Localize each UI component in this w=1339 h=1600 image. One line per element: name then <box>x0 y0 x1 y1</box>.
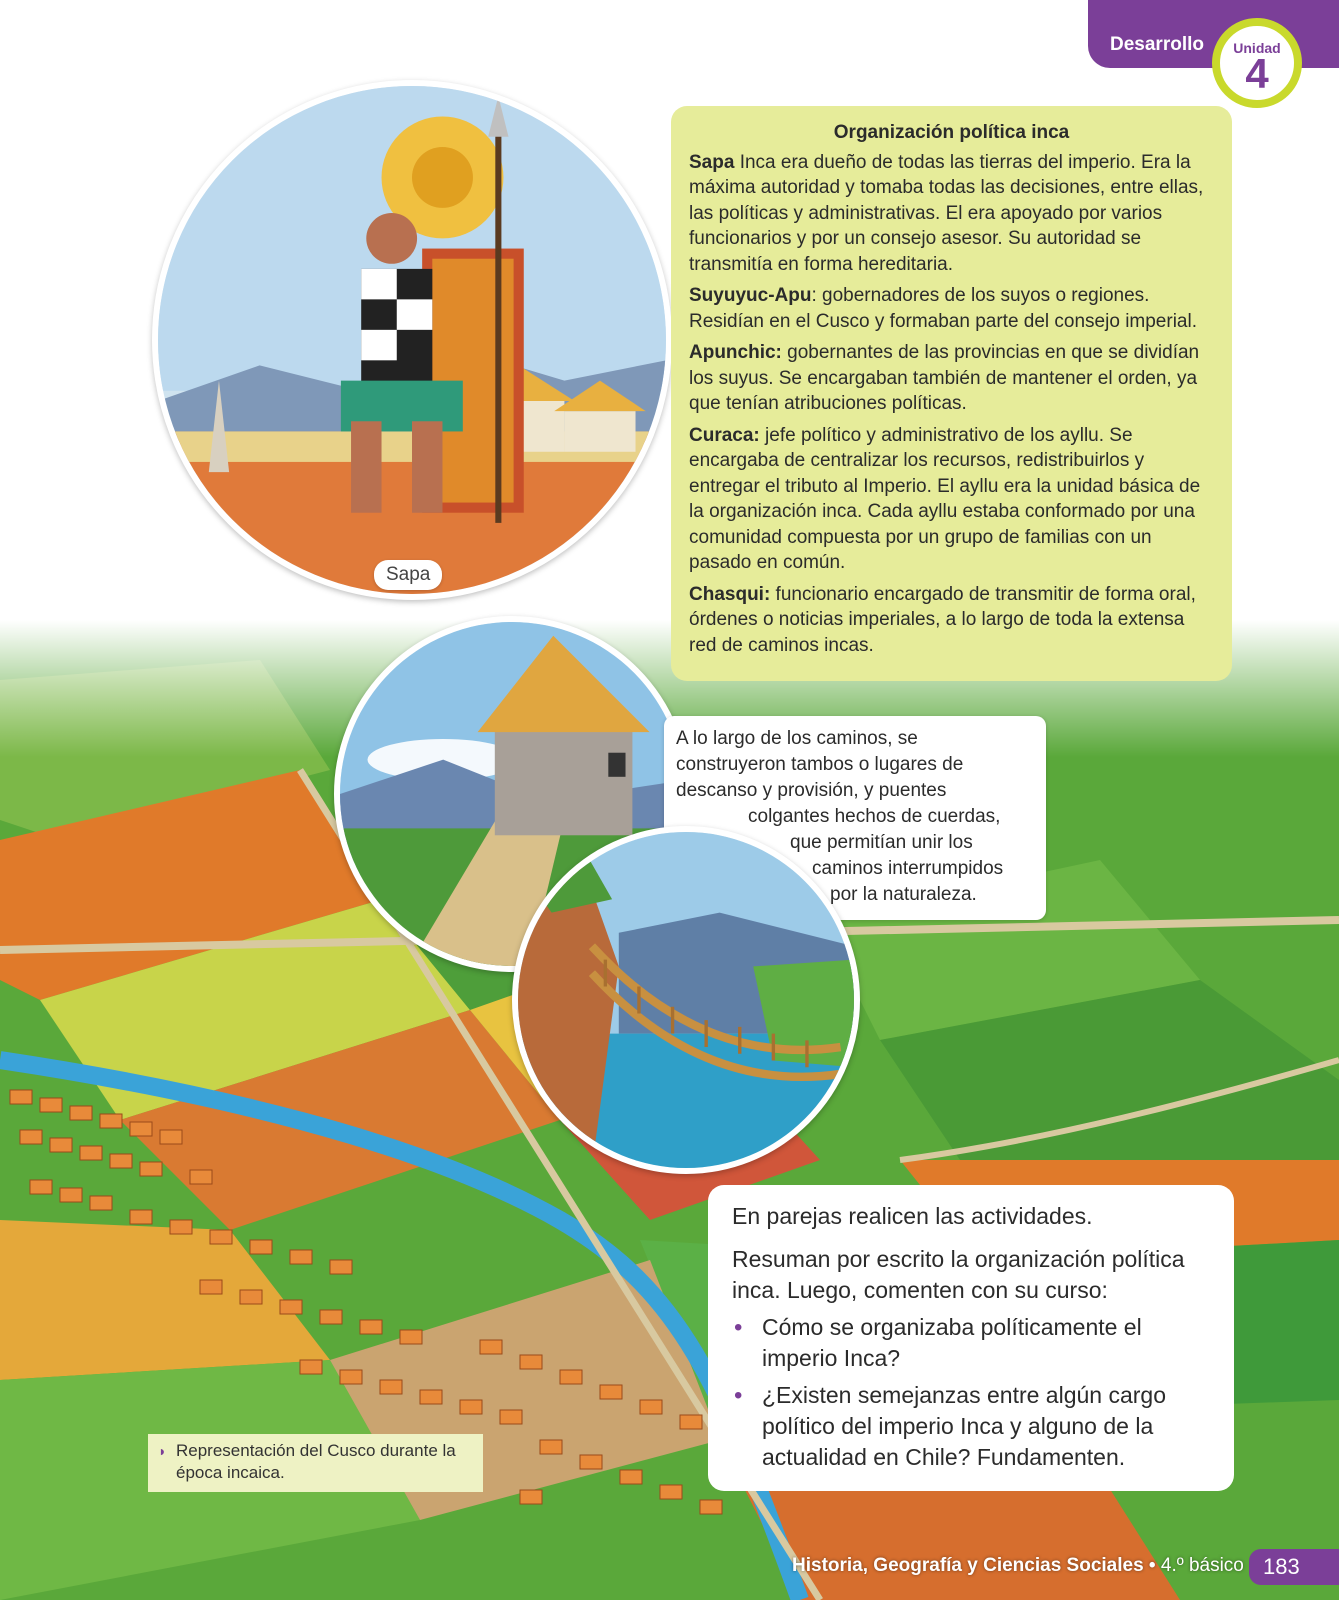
bullet-icon: • <box>734 1314 743 1341</box>
question-text: ¿Existen semejanzas entre algún cargo político del imperio Inca y alguno de la actualidad en Chile? Fundamenten. <box>762 1382 1166 1470</box>
entry-text: funcionario encargado de transmitir de forma oral, órdenes o noticias imperiales, a lo largo de toda la extensa red de caminos incas. <box>689 583 1196 656</box>
roads-text-line: A lo largo de los caminos, se <box>676 728 918 749</box>
roads-text-line: descanso y provisión, y puentes <box>676 780 947 801</box>
entry-term: Suyuyuc-Apu <box>689 285 812 306</box>
question-text: Cómo se organizaba políticamente el imperio Inca? <box>762 1314 1142 1371</box>
caption-marker-icon: ◗ <box>158 1443 167 1459</box>
entry-sapa <box>689 150 1214 278</box>
activity-box <box>708 1185 1234 1491</box>
roads-text-line: que permitían unir los <box>790 832 973 853</box>
entry-suyuyuc-apu <box>689 283 1214 334</box>
activity-questions <box>732 1312 1212 1473</box>
entry-term: Sapa <box>689 151 735 173</box>
page-number: 183 <box>1249 1549 1339 1585</box>
grade-label: 4.º básico <box>1160 1555 1244 1576</box>
entry-apunchic <box>689 340 1214 417</box>
footer-book-title <box>792 1555 1244 1577</box>
roads-text-line: caminos interrumpidos <box>812 858 1004 879</box>
entry-term: Apunchic: <box>689 342 782 363</box>
political-organization-box <box>671 106 1232 681</box>
book-title: Historia, Geografía y Ciencias Sociales <box>792 1555 1144 1576</box>
roads-text-line: por la naturaleza. <box>830 884 977 905</box>
entry-text: : gobernadores de los suyos o regiones. Residían en el Cusco y formaban parte del consejo imperial. <box>689 285 1197 332</box>
activity-question <box>732 1312 1212 1374</box>
roads-text-line: colgantes hechos de cuerdas, <box>748 806 1001 827</box>
activity-heading: En parejas realicen las actividades. <box>732 1203 1093 1229</box>
entry-text: Inca era dueño de todas las tierras del imperio. Era la máxima autoridad y tomaba todas las decisiones, entre ellas, las políticas y administrativas. El era apoyado por varios funcionarios y por un consejo asesor. Su autoridad se transmitía en forma hereditaria. <box>689 151 1204 275</box>
unit-number: 4 <box>1245 50 1269 97</box>
roads-text-line: construyeron tambos o lugares de <box>676 754 964 775</box>
entry-term: Curaca: <box>689 424 760 446</box>
section-label: Desarrollo <box>1110 34 1204 55</box>
unit-word: Unidad <box>1233 40 1281 56</box>
entry-text: jefe político y administrativo de los ayllu. Se encargaba de centralizar los recursos, redistribuirlos y entregar el tributo al Imperio. El ayllu era la unidad básica de la organización inca. Cada ayllu estaba conformado por una comunidad compuesta por un grupo de familias con un pasado en común. <box>689 424 1201 573</box>
unit-badge <box>1212 18 1302 108</box>
entry-term: Chasqui: <box>689 583 771 605</box>
entry-curaca <box>689 423 1214 576</box>
cusco-caption-text: Representación del Cusco durante la época incaica. <box>176 1441 456 1482</box>
info-box-title: Organización política inca <box>833 122 1070 143</box>
rope-bridge-illustration <box>512 826 860 1174</box>
footer-separator: • <box>1143 1555 1161 1576</box>
bullet-icon: • <box>734 1382 743 1409</box>
activity-intro: Resuman por escrito la organización política inca. Luego, comenten con su curso: <box>732 1246 1185 1303</box>
entry-chasqui <box>689 582 1214 659</box>
cusco-caption <box>148 1434 483 1492</box>
activity-question <box>732 1380 1212 1473</box>
sapa-inca-illustration <box>152 80 672 600</box>
entry-text: gobernantes de las provincias en que se dividían los suyus. Se encargaban también de mantener el orden, ya que tenían atribuciones políticas. <box>689 342 1200 414</box>
sapa-caption: Sapa <box>374 560 442 590</box>
